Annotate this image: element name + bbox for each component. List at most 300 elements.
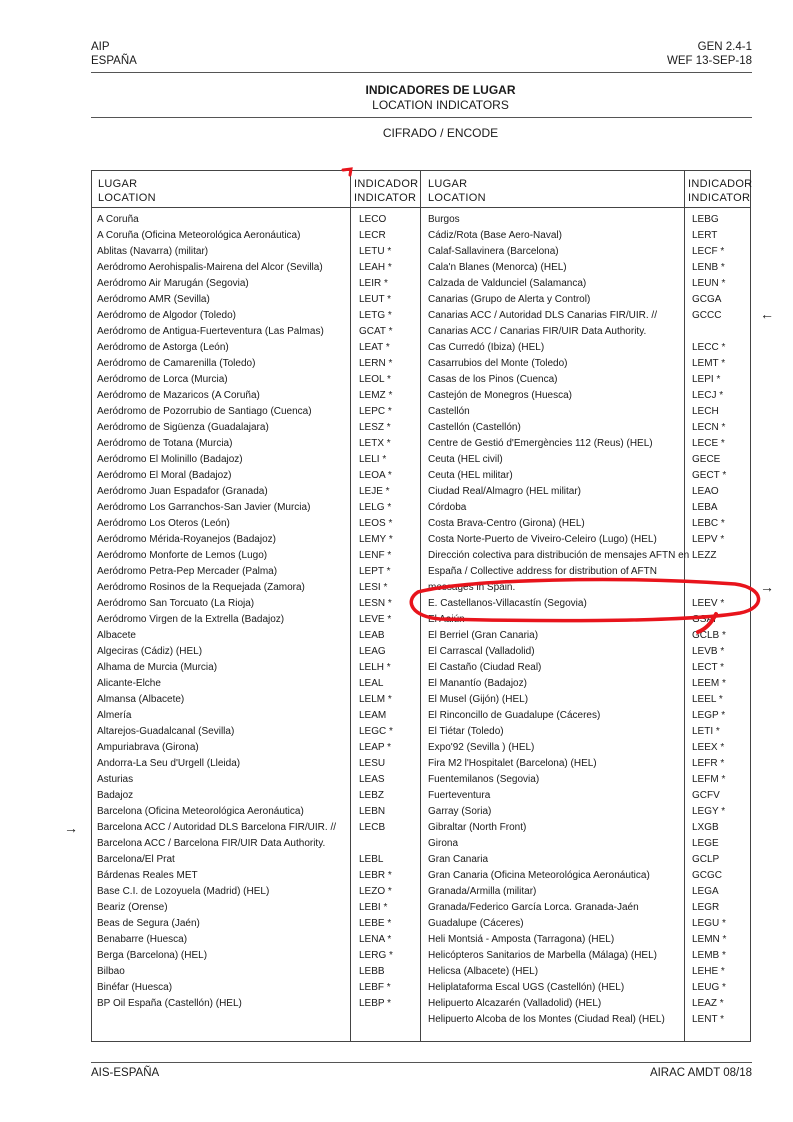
table-row: [97, 324, 422, 340]
footer-left: AIS-ESPAÑA: [91, 1067, 160, 1079]
location-name: Alicante-Elche: [97, 678, 161, 689]
left-col-header-indicator: [354, 177, 418, 205]
location-indicator: LEMZ *: [359, 390, 393, 401]
table-row: [97, 852, 422, 868]
location-name: Ampuriabrava (Girona): [97, 742, 199, 753]
location-indicator: LEGP *: [692, 710, 726, 721]
table-row: [97, 964, 422, 980]
title-main: INDICADORES DE LUGAR: [365, 83, 516, 97]
table-row: [428, 724, 750, 740]
margin-arrow-right-upper-icon: ←: [760, 306, 774, 322]
table-row: [428, 404, 750, 420]
table-row: [97, 580, 422, 596]
location-name: Helipuerto Alcoba de los Montes (Ciudad Real) (HEL): [428, 1014, 665, 1025]
location-name: Base C.I. de Lozoyuela (Madrid) (HEL): [97, 886, 270, 897]
location-name: Aeródromo Los Garranchos-San Javier (Murcia): [97, 502, 311, 513]
table-row: [428, 788, 750, 804]
location-indicator: LEBA: [692, 502, 718, 513]
location-name: Bárdenas Reales MET: [97, 870, 198, 881]
table-row: [428, 964, 750, 980]
table-row: [97, 596, 422, 612]
location-indicator: LEBP *: [359, 998, 392, 1009]
table-row: [428, 436, 750, 452]
location-indicator: GCCC: [692, 310, 722, 321]
location-indicator: LEUN *: [692, 278, 726, 289]
location-name: Aeródromo de Lorca (Murcia): [97, 374, 228, 385]
location-indicator: LELM *: [359, 694, 392, 705]
location-indicator: LEPI *: [692, 374, 721, 385]
table-row: [97, 516, 422, 532]
table-row: [428, 948, 750, 964]
location-indicator: LEEV *: [692, 598, 725, 609]
location-indicator: LEPT *: [359, 566, 391, 577]
location-indicator: LEAH *: [359, 262, 392, 273]
location-name: Gran Canaria (Oficina Meteorológica Aeronáutica): [428, 870, 650, 881]
table-row: [97, 724, 422, 740]
location-name: Aeródromo Juan Espadafor (Granada): [97, 486, 268, 497]
location-indicator: LERN *: [359, 358, 393, 369]
table-row: [97, 836, 422, 852]
right-indicator-label: INDICATOR: [688, 192, 751, 204]
location-name: Centre de Gestió d'Emergències 112 (Reus) (HEL): [428, 438, 653, 449]
location-indicator: LETX *: [359, 438, 391, 449]
location-name: Helicsa (Albacete) (HEL): [428, 966, 539, 977]
location-name: Castellón (Castellón): [428, 422, 521, 433]
location-indicator: LESZ *: [359, 422, 391, 433]
location-name: Ablitas (Navarra) (militar): [97, 246, 209, 257]
left-location-list: [97, 212, 422, 1012]
table-row: [428, 532, 750, 548]
table-row: [97, 820, 422, 836]
table-row: [428, 996, 750, 1012]
location-name: Aeródromo Los Oteros (León): [97, 518, 230, 529]
location-indicator: LERG *: [359, 950, 393, 961]
location-indicator: LEBN: [359, 806, 386, 817]
location-indicator: LEUG *: [692, 982, 726, 993]
table-row: [428, 932, 750, 948]
location-name: Aeródromo El Moral (Badajoz): [97, 470, 232, 481]
location-name: El Rinconcillo de Guadalupe (Cáceres): [428, 710, 601, 721]
location-indicator: LEHE *: [692, 966, 725, 977]
location-indicator: LEEL *: [692, 694, 723, 705]
location-indicator: GCLP: [692, 854, 720, 865]
location-indicator: LENB *: [692, 262, 725, 273]
location-indicator: LEBE *: [359, 918, 392, 929]
location-name: Aeródromo de Pozorrubio de Santiago (Cuenca): [97, 406, 312, 417]
table-row: [428, 548, 750, 564]
location-indicator: LETG *: [359, 310, 392, 321]
location-indicator: LXGB: [692, 822, 719, 833]
location-indicator: LEAL: [359, 678, 384, 689]
location-name: Cala'n Blanes (Menorca) (HEL): [428, 262, 567, 273]
table-row: [97, 244, 422, 260]
location-indicator: LEAO: [692, 486, 719, 497]
table-row: [97, 948, 422, 964]
location-name: Expo'92 (Sevilla ) (HEL): [428, 742, 535, 753]
location-name: Burgos: [428, 214, 460, 225]
location-indicator: LENT *: [692, 1014, 725, 1025]
location-indicator: LEZZ: [692, 550, 717, 561]
location-name: Fira M2 l'Hospitalet (Barcelona) (HEL): [428, 758, 597, 769]
location-name: Granada/Armilla (militar): [428, 886, 537, 897]
location-name: Bilbao: [97, 966, 125, 977]
location-indicator: LEBC *: [692, 518, 725, 529]
location-name: Aeródromo Mérida-Royanejos (Badajoz): [97, 534, 276, 545]
table-row: [428, 980, 750, 996]
location-indicator: LEBB: [359, 966, 385, 977]
location-name: A Coruña (Oficina Meteorológica Aeronáutica): [97, 230, 301, 241]
location-name: Barcelona ACC / Barcelona FIR/UIR Data Authority.: [97, 838, 326, 849]
location-indicator: LESU: [359, 758, 386, 769]
location-name: Badajoz: [97, 790, 134, 801]
title-rule: [91, 117, 752, 118]
table-row: [428, 260, 750, 276]
left-col-header-location: [98, 177, 156, 205]
location-name: Berga (Barcelona) (HEL): [97, 950, 208, 961]
location-indicator: LEFM *: [692, 774, 726, 785]
table-row: [97, 372, 422, 388]
location-name: Almería: [97, 710, 132, 721]
table-row: [97, 420, 422, 436]
location-name: El Carrascal (Valladolid): [428, 646, 535, 657]
location-indicator: LEAG: [359, 646, 386, 657]
footer-rule: [91, 1062, 752, 1063]
table-row: [97, 212, 422, 228]
table-row: [428, 228, 750, 244]
location-name: Barcelona ACC / Autoridad DLS Barcelona FIR/UIR. //: [97, 822, 336, 833]
location-name: España / Collective address for distribution of AFTN: [428, 566, 657, 577]
table-row: [428, 692, 750, 708]
location-name: A Coruña: [97, 214, 139, 225]
location-indicator: LETU *: [359, 246, 392, 257]
table-row: [428, 628, 750, 644]
table-row: [97, 452, 422, 468]
location-indicators-table: [91, 170, 751, 1042]
table-row: [428, 612, 750, 628]
location-name: Altarejos-Guadalcanal (Sevilla): [97, 726, 235, 737]
location-name: Calaf-Sallavinera (Barcelona): [428, 246, 559, 257]
footer-right: AIRAC AMDT 08/18: [649, 1067, 752, 1079]
location-indicator: LEOS *: [359, 518, 393, 529]
location-name: El Aaiún: [428, 614, 465, 625]
location-indicator: LELI *: [359, 454, 387, 465]
location-name: El Musel (Gijón) (HEL): [428, 694, 529, 705]
location-name: Gran Canaria: [428, 854, 489, 865]
location-name: Guadalupe (Cáceres): [428, 918, 524, 929]
location-name: Casarrubios del Monte (Toledo): [428, 358, 568, 369]
location-indicator: LERT: [692, 230, 718, 241]
table-row: [428, 756, 750, 772]
location-indicator: LEBR *: [359, 870, 392, 881]
table-row: [97, 404, 422, 420]
location-name: El Manantío (Badajoz): [428, 678, 527, 689]
location-indicator: GSAI: [692, 614, 716, 625]
table-row: [97, 276, 422, 292]
location-indicator: GECT *: [692, 470, 727, 481]
table-row: [428, 452, 750, 468]
table-row: [97, 340, 422, 356]
table-row: [97, 660, 422, 676]
table-row: [97, 756, 422, 772]
location-indicator: LECF *: [692, 246, 725, 257]
table-row: [97, 228, 422, 244]
table-row: [97, 532, 422, 548]
table-row: [428, 580, 750, 596]
right-col-header-location: [428, 177, 486, 205]
table-row: [428, 884, 750, 900]
right-indicador-label: INDICADOR: [688, 178, 753, 190]
location-indicator: LEGC *: [359, 726, 393, 737]
location-indicator: LECJ *: [692, 390, 724, 401]
table-row: [428, 388, 750, 404]
location-indicator: LEGE: [692, 838, 719, 849]
location-indicator: LEBZ: [359, 790, 385, 801]
table-row: [97, 804, 422, 820]
table-row: [428, 820, 750, 836]
location-name: Costa Brava-Centro (Girona) (HEL): [428, 518, 585, 529]
page-subtitle: LOCATION INDICATORS: [372, 98, 509, 112]
location-indicator: LEMY *: [359, 534, 393, 545]
table-row: [428, 468, 750, 484]
location-name: Ceuta (HEL militar): [428, 470, 513, 481]
table-row: [428, 564, 750, 580]
location-name: Aeródromo Monforte de Lemos (Lugo): [97, 550, 268, 561]
table-row: [428, 500, 750, 516]
table-row: [97, 500, 422, 516]
location-name: Castejón de Monegros (Huesca): [428, 390, 572, 401]
location-indicator: LEBL: [359, 854, 384, 865]
location-name: Alhama de Murcia (Murcia): [97, 662, 218, 673]
margin-arrow-right-lower-icon: →: [760, 579, 774, 595]
table-row: [97, 548, 422, 564]
location-indicator: LEOA *: [359, 470, 392, 481]
location-indicator: LEFR *: [692, 758, 725, 769]
table-row: [428, 420, 750, 436]
location-name: Cádiz/Rota (Base Aero-Naval): [428, 230, 562, 241]
location-indicator: LEMB *: [692, 950, 726, 961]
location-name: Castellón: [428, 406, 470, 417]
table-row: [97, 628, 422, 644]
left-indicator-label: INDICATOR: [354, 192, 417, 204]
location-indicator: LELG *: [359, 502, 392, 513]
table-row: [428, 660, 750, 676]
location-name: Fuerteventura: [428, 790, 491, 801]
location-name: Aeródromo San Torcuato (La Rioja): [97, 598, 255, 609]
table-row: [428, 772, 750, 788]
location-name: Aeródromo AMR (Sevilla): [97, 294, 210, 305]
right-col-header-indicator: [688, 177, 752, 205]
table-row: [428, 596, 750, 612]
table-row: [97, 916, 422, 932]
location-name: messages in Spain.: [428, 582, 516, 593]
table-row: [428, 372, 750, 388]
location-name: Ciudad Real/Almagro (HEL militar): [428, 486, 582, 497]
table-row: [97, 900, 422, 916]
location-indicator: LEAZ *: [692, 998, 724, 1009]
location-indicator: LEGY *: [692, 806, 726, 817]
table-row: [428, 740, 750, 756]
location-name: Aeródromo Virgen de la Extrella (Badajoz): [97, 614, 285, 625]
location-indicator: LEMN *: [692, 934, 727, 945]
location-name: Helicópteros Sanitarios de Marbella (Málaga) (HEL): [428, 950, 657, 961]
location-name: Casas de los Pinos (Cuenca): [428, 374, 558, 385]
table-row: [428, 1012, 750, 1028]
location-indicator: LEAB: [359, 630, 385, 641]
table-row: [428, 916, 750, 932]
location-indicator: LEUT *: [359, 294, 392, 305]
table-row: [97, 740, 422, 756]
header-page-ref: GEN 2.4-1: [697, 41, 752, 53]
table-row: [428, 244, 750, 260]
location-indicator: LENA *: [359, 934, 392, 945]
location-indicator: LEBF *: [359, 982, 391, 993]
location-name: Fuentemilanos (Segovia): [428, 774, 540, 785]
header-country: ESPAÑA: [91, 55, 137, 67]
location-name: Beariz (Orense): [97, 902, 168, 913]
table-row: [428, 868, 750, 884]
location-indicator: LECC *: [692, 342, 726, 353]
location-indicator: LEZO *: [359, 886, 392, 897]
location-name: Albacete: [97, 630, 136, 641]
location-indicator: GCGA: [692, 294, 722, 305]
location-indicator: LENF *: [359, 550, 392, 561]
header-row-rule: [92, 207, 750, 208]
table-row: [428, 516, 750, 532]
table-row: [97, 388, 422, 404]
left-indicador-label: INDICADOR: [354, 178, 419, 190]
table-row: [97, 564, 422, 580]
table-row: [97, 996, 422, 1012]
location-indicator: LEPV *: [692, 534, 725, 545]
table-row: [428, 292, 750, 308]
location-name: Gibraltar (North Front): [428, 822, 527, 833]
location-indicator: LEJE *: [359, 486, 390, 497]
location-name: Barcelona/El Prat: [97, 854, 175, 865]
location-indicator: LEAM: [359, 710, 387, 721]
location-name: Asturias: [97, 774, 134, 785]
location-name: Aeródromo de Mazaricos (A Coruña): [97, 390, 260, 401]
location-indicator: LETI *: [692, 726, 720, 737]
location-indicator: LESI *: [359, 582, 388, 593]
location-indicator: LESN *: [359, 598, 392, 609]
location-name: Dirección colectiva para distribución de mensajes AFTN en: [428, 550, 690, 561]
table-row: [428, 644, 750, 660]
location-name: Aeródromo Aerohispalis-Mairena del Alcor (Sevilla): [97, 262, 323, 273]
location-indicator: LEGR: [692, 902, 720, 913]
location-indicator: GCFV: [692, 790, 720, 801]
location-name: El Tiétar (Toledo): [428, 726, 504, 737]
table-row: [97, 692, 422, 708]
table-row: [428, 900, 750, 916]
location-indicator: LELH *: [359, 662, 391, 673]
left-lugar-label: LUGAR: [98, 178, 138, 190]
location-indicator: GCLB *: [692, 630, 726, 641]
location-indicator: LEEX *: [692, 742, 725, 753]
header-right: [667, 40, 752, 68]
header-effective-date: WEF 13-SEP-18: [667, 55, 752, 67]
location-indicator: LECH: [692, 406, 719, 417]
left-location-label: LOCATION: [98, 192, 156, 204]
header-aip: AIP: [91, 41, 110, 53]
location-name: Benabarre (Huesca): [97, 934, 188, 945]
table-row: [97, 980, 422, 996]
table-row: [428, 804, 750, 820]
table-row: [97, 308, 422, 324]
location-name: Canarias ACC / Autoridad DLS Canarias FIR/UIR. //: [428, 310, 657, 321]
table-row: [97, 356, 422, 372]
table-row: [428, 676, 750, 692]
table-row: [428, 356, 750, 372]
location-indicator: GCGC: [692, 870, 722, 881]
table-row: [97, 484, 422, 500]
location-name: Aeródromo Petra-Pep Mercader (Palma): [97, 566, 278, 577]
table-row: [97, 676, 422, 692]
location-name: Aeródromo Rosinos de la Requejada (Zamora): [97, 582, 305, 593]
page-title: [44, 83, 793, 97]
location-name: Aeródromo de Sigüenza (Guadalajara): [97, 422, 269, 433]
location-indicator: LEPC *: [359, 406, 392, 417]
table-row: [428, 484, 750, 500]
location-name: Algeciras (Cádiz) (HEL): [97, 646, 203, 657]
section-title: CIFRADO / ENCODE: [382, 126, 499, 140]
location-indicator: LEMT *: [692, 358, 726, 369]
table-row: [97, 644, 422, 660]
margin-arrow-left-icon: →: [64, 820, 78, 836]
table-row: [428, 852, 750, 868]
location-name: Barcelona (Oficina Meteorológica Aeronáutica): [97, 806, 304, 817]
table-row: [97, 292, 422, 308]
header-rule: [91, 72, 752, 73]
location-indicator: LEBG: [692, 214, 719, 225]
table-row: [428, 836, 750, 852]
location-indicator: LEVB *: [692, 646, 725, 657]
location-name: El Berriel (Gran Canaria): [428, 630, 539, 641]
location-indicator: LEAS: [359, 774, 385, 785]
location-name: Aeródromo Air Marugán (Segovia): [97, 278, 249, 289]
location-name: Calzada de Valdunciel (Salamanca): [428, 278, 587, 289]
location-indicator: LECB: [359, 822, 386, 833]
location-name: Helipuerto Alcazarén (Valladolid) (HEL): [428, 998, 602, 1009]
location-indicator: GCAT *: [359, 326, 393, 337]
location-name: BP Oil España (Castellón) (HEL): [97, 998, 242, 1009]
location-name: Binéfar (Huesca): [97, 982, 173, 993]
table-row: [428, 340, 750, 356]
location-name: Canarias ACC / Canarias FIR/UIR Data Authority.: [428, 326, 647, 337]
location-name: Andorra-La Seu d'Urgell (Lleida): [97, 758, 241, 769]
table-row: [97, 436, 422, 452]
table-row: [97, 788, 422, 804]
location-name: Heli Montsiá - Amposta (Tarragona) (HEL): [428, 934, 615, 945]
location-indicator: LEVE *: [359, 614, 392, 625]
location-indicator: LEAT *: [359, 342, 390, 353]
location-name: Almansa (Albacete): [97, 694, 185, 705]
location-name: Córdoba: [428, 502, 467, 513]
right-location-list: [428, 212, 750, 1028]
table-row: [97, 932, 422, 948]
location-name: Granada/Federico García Lorca. Granada-Jaén: [428, 902, 639, 913]
table-row: [97, 884, 422, 900]
table-row: [428, 308, 750, 324]
table-row: [97, 868, 422, 884]
location-indicator: LECO: [359, 214, 387, 225]
table-row: [428, 708, 750, 724]
location-indicator: LEGA: [692, 886, 719, 897]
location-indicator: LEGU *: [692, 918, 726, 929]
location-name: Aeródromo de Antigua-Fuerteventura (Las Palmas): [97, 326, 324, 337]
location-name: Aeródromo de Astorga (León): [97, 342, 229, 353]
table-row: [97, 612, 422, 628]
location-indicator: LEEM *: [692, 678, 726, 689]
